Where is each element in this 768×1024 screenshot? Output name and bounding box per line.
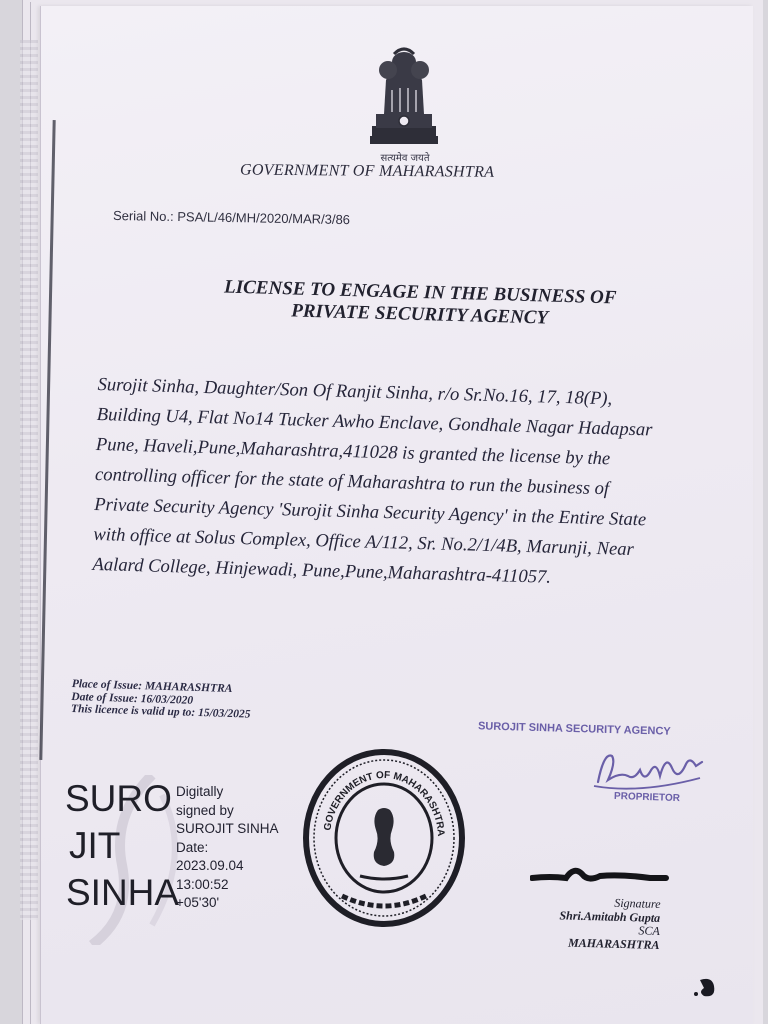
body-line: Building U4, Flat No14 Tucker Awho Enclave, Gondhale Nagar Hadapsar bbox=[96, 403, 653, 441]
title-line-1: LICENSE TO ENGAGE IN THE BUSINESS OF bbox=[223, 276, 617, 309]
signature-label: Signature bbox=[614, 895, 661, 911]
signatory-role: SCA bbox=[638, 923, 661, 938]
date-of-issue: Date of Issue: 16/03/2020 bbox=[71, 690, 194, 707]
signature-details bbox=[176, 783, 316, 913]
signatory-state: MAHARASHTRA bbox=[567, 935, 660, 952]
signer-name-line: SINHA bbox=[66, 872, 180, 913]
proprietor-label: PROPRIETOR bbox=[613, 790, 681, 805]
national-motto: सत्यमेव जयते bbox=[380, 153, 430, 164]
signatory-name: Shri.Amitabh Gupta bbox=[559, 907, 661, 925]
paper-edge-strip bbox=[20, 40, 38, 920]
serial-number: Serial No.: PSA/L/46/MH/2020/MAR/3/86 bbox=[112, 207, 351, 228]
body-line: Private Security Agency 'Surojit Sinha Security Agency' in the Entire State bbox=[93, 493, 647, 531]
signer-name-large bbox=[62, 775, 182, 916]
validity: This licence is valid up to: 15/03/2025 bbox=[70, 702, 251, 721]
signature-detail-line: Date: bbox=[176, 839, 209, 855]
government-name: GOVERNMENT OF MAHARASHTRA bbox=[239, 161, 495, 181]
body-line: controlling officer for the state of Maharashtra to run the business of bbox=[94, 463, 610, 500]
signature-detail-line: 2023.09.04 bbox=[176, 858, 244, 873]
body-line: Pune, Haveli,Pune,Maharashtra,411028 is granted the license by the bbox=[95, 433, 611, 470]
body-line: Aalard College, Hinjewadi, Pune,Pune,Maharashtra-411057. bbox=[92, 553, 552, 588]
signer-name-line: SURO bbox=[65, 778, 172, 819]
title-line-2: PRIVATE SECURITY AGENCY bbox=[290, 300, 549, 329]
signer-name-line: JIT bbox=[69, 825, 121, 866]
body-line: Surojit Sinha, Daughter/Son Of Ranjit Sinha, r/o Sr.No.16, 17, 18(P), bbox=[97, 373, 613, 410]
signature-detail-line: signed by bbox=[176, 802, 234, 818]
place-of-issue: Place of Issue: MAHARASHTRA bbox=[71, 678, 233, 696]
signature-detail-line: Digitally bbox=[176, 784, 224, 799]
state-emblem-icon bbox=[362, 40, 446, 150]
corner-mark-icon bbox=[690, 972, 720, 1002]
digital-signature bbox=[52, 775, 312, 945]
signature-detail-line: +05'30' bbox=[176, 895, 220, 910]
agency-stamp-name: SUROJIT SINHA SECURITY AGENCY bbox=[477, 720, 671, 738]
signature-detail-line: 13:00:52 bbox=[176, 876, 229, 892]
sca-signature bbox=[530, 860, 670, 890]
proprietor-signature-text: Lejit bbox=[620, 772, 622, 773]
government-seal bbox=[302, 748, 466, 928]
body-line: with office at Solus Complex, Office A/112, Sr. No.2/1/4B, Marunji, Near bbox=[93, 523, 635, 561]
signature-detail-line: SUROJIT SINHA bbox=[176, 821, 279, 836]
license-body bbox=[92, 370, 738, 598]
seal-text: GOVERNMENT OF MAHARASHTRA bbox=[322, 769, 447, 837]
signatory-block bbox=[509, 894, 660, 952]
